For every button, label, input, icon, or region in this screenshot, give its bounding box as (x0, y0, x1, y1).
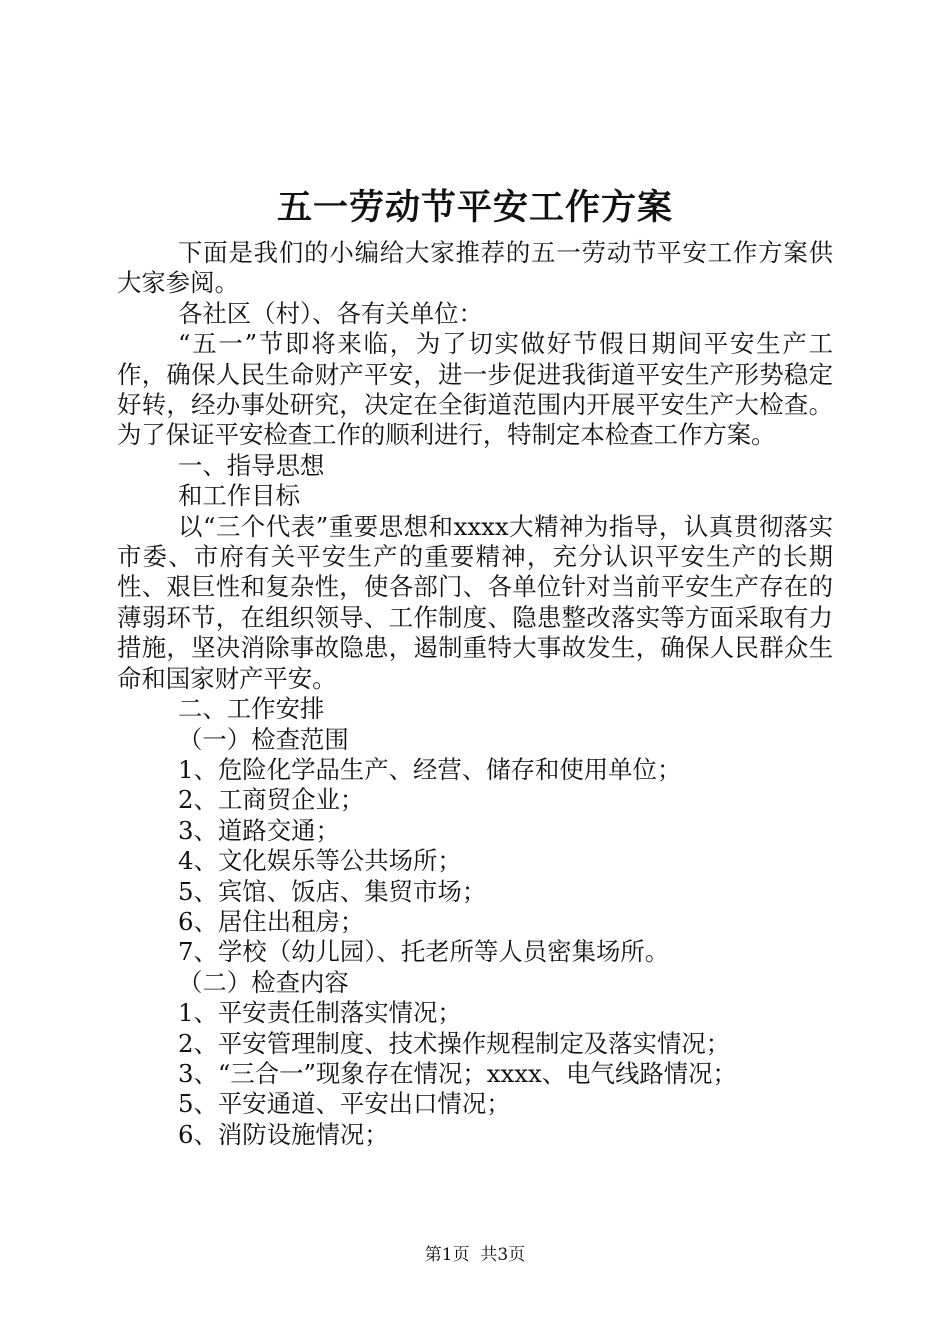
list-item: 3、道路交通； (178, 815, 340, 845)
intro-paragraph: 下面是我们的小编给大家推荐的五一劳动节平安工作方案供大家参阅。 (117, 238, 833, 298)
salutation: 各社区（村）、各有关单位： (178, 298, 483, 328)
list-item: 1、危险化学品生产、经营、储存和使用单位； (178, 754, 682, 784)
page-number: 第1页 (424, 1245, 470, 1265)
list-item: 7、学校（幼儿园）、托老所等人员密集场所。 (178, 937, 670, 967)
list-item: 5、宾馆、饭店、集贸市场； (178, 876, 487, 906)
subsection-heading-scope: （一）检查范围 (178, 724, 349, 754)
list-item: 4、文化娱乐等公共场所； (178, 846, 462, 876)
background-paragraph: “五一”节即将来临，为了切实做好节假日期间平安生产工作，确保人民生命财产平安，进一步促进我街道平安生产形势稳定好转，经办事处研究，决定在全街道范围内开展平安生产大检查。为了保证平安检查工作的顺利进行，特制定本检查工作方案。 (117, 329, 833, 450)
section-heading-2: 二、工作安排 (178, 694, 325, 724)
subsection-heading-content: （二）检查内容 (178, 967, 349, 997)
guidance-paragraph: 以“三个代表”重要思想和xxxx大精神为指导，认真贯彻落实市委、市府有关平安生产的重要精神，充分认识平安生产的长期性、艰巨性和复杂性，使各部门、各单位针对当前平安生产存在的薄弱环节，在组织领导、工作制度、隐患整改落实等方面采取有力措施，坚决消除事故隐患，遏制重特大事故发生，确保人民群众生命和国家财产平安。 (117, 511, 833, 693)
list-item: 1、平安责任制落实情况； (178, 998, 462, 1028)
page-total: 共3页 (480, 1245, 526, 1265)
document-title: 五一劳动节平安工作方案 (276, 187, 673, 228)
document-body (117, 238, 833, 1150)
section-heading-1: 一、指导思想 (178, 450, 325, 480)
list-item: 5、平安通道、平安出口情况； (178, 1089, 511, 1119)
list-item: 3、“三合一”现象存在情况；xxxx、电气线路情况； (178, 1058, 737, 1088)
list-item: 6、消防设施情况； (178, 1119, 389, 1149)
section-heading-1-continued: 和工作目标 (178, 481, 300, 511)
list-item: 2、平安管理制度、技术操作规程制定及落实情况； (178, 1028, 731, 1058)
list-item: 2、工商贸企业； (178, 785, 365, 815)
page-footer (0, 1243, 950, 1267)
list-item: 6、居住出租房； (178, 906, 365, 936)
